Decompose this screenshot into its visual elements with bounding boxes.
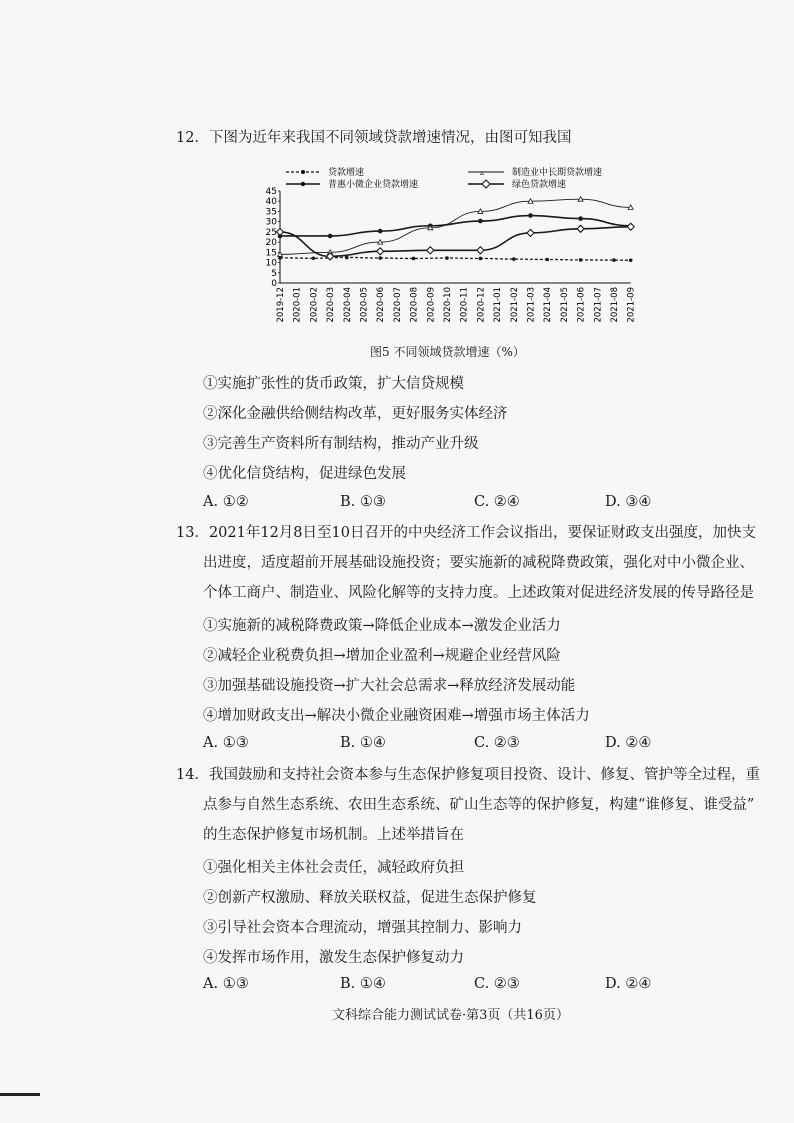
data-point [528, 213, 533, 218]
q12-stem: 12．下图为近年来我国不同领域贷款增速情况，由图可知我国 [176, 130, 572, 146]
q14-choice-b[interactable]: B. ①④ [340, 976, 386, 992]
x-tick-label: 2021-06 [576, 287, 587, 323]
data-point [512, 257, 516, 261]
legend-sme: 普惠小微企业贷款增速 [328, 180, 419, 190]
y-tick-label: 5 [271, 268, 277, 279]
y-tick-label: 35 [265, 207, 277, 218]
x-tick-label: 2021-05 [559, 287, 570, 323]
q14-line-2: 点参与自然生态系统、农田生态系统、矿山生态等的保护修复，构建“谁修复、谁受益” [203, 797, 755, 813]
x-tick-label: 2021-01 [493, 287, 504, 323]
q13-line-1: 13．2021年12月8日至10日召开的中央经济工作会议指出，要保证财政支出强度，加快支 [176, 525, 756, 541]
data-point [629, 259, 633, 263]
x-tick-label: 2021-09 [626, 287, 637, 323]
x-tick-label: 2020-10 [443, 287, 453, 323]
q12-item-4: ④优化信贷结构，促进绿色发展 [203, 466, 406, 482]
legend-loan: 贷款增速 [328, 168, 365, 178]
x-tick-label: 2020-06 [376, 287, 387, 323]
q13-choice-d[interactable]: D. ②④ [605, 735, 652, 751]
data-point [412, 257, 416, 261]
q13-item-4: ④增加财政支出→解决小微企业融资困难→增强市场主体活力 [203, 708, 590, 724]
q13-choice-b[interactable]: B. ①④ [340, 735, 386, 751]
x-tick-label: 2020-05 [359, 287, 370, 323]
series-line [280, 216, 631, 236]
q12-choice-c[interactable]: C. ②④ [474, 494, 520, 510]
q14-choice-c[interactable]: C. ②③ [474, 976, 520, 992]
q14-item-1: ①强化相关主体社会责任，减轻政府负担 [203, 860, 464, 876]
q12-item-1: ①实施扩张性的货币政策，扩大信贷规模 [203, 376, 464, 392]
q12-choice-a[interactable]: A. ①② [203, 494, 249, 510]
data-point [545, 258, 549, 262]
legend [286, 166, 602, 190]
data-point [378, 256, 382, 260]
x-tick-label: 2021-02 [509, 287, 520, 323]
x-tick-label: 2020-01 [292, 287, 303, 323]
series-line [280, 199, 631, 254]
q13-line-3: 个体工商户、制造业、风险化解等的支持力度。上述政策对促进经济发展的传导路径是 [203, 585, 754, 601]
x-tick-label: 2020-03 [326, 287, 337, 323]
q13-item-1: ①实施新的减税降费政策→降低企业成本→激发企业活力 [203, 618, 561, 634]
q14-line-3: 的生态保护修复市场机制。上述举措旨在 [203, 827, 464, 843]
data-point [477, 247, 484, 254]
x-tick-label: 2020-07 [392, 287, 403, 323]
data-point [478, 219, 483, 224]
y-tick-label: 15 [265, 248, 277, 259]
svg-text:▵: ▵ [479, 168, 485, 177]
data-point [577, 225, 584, 232]
x-tick-label: 2020-11 [459, 287, 470, 323]
y-tick-label: 10 [265, 258, 277, 269]
data-point [312, 256, 316, 260]
data-point [277, 228, 284, 235]
data-point [377, 248, 384, 255]
x-tick-label: 2021-08 [610, 287, 620, 323]
x-tick-label: 2021-03 [526, 287, 537, 323]
chart-caption: 图5 不同领域贷款增速（%） [370, 345, 525, 359]
q14-item-2: ②创新产权激励、释放关联权益，促进生态保护修复 [203, 890, 537, 906]
data-point [479, 257, 483, 261]
data-point [378, 229, 383, 234]
q14-choice-a[interactable]: A. ①③ [203, 976, 249, 992]
x-tick-label: 2020-09 [426, 287, 437, 323]
page-footer: 文科综合能力测试试卷·第3页（共16页） [332, 1008, 569, 1023]
q12-choice-d[interactable]: D. ③④ [605, 494, 652, 510]
q14-item-4: ④发挥市场作用，激发生态保护修复动力 [203, 950, 464, 966]
scan-mark [0, 1093, 40, 1096]
loan-growth-chart [260, 165, 660, 323]
y-tick-label: 25 [265, 227, 277, 238]
data-point [612, 258, 616, 262]
q13-item-2: ②减轻企业税费负担→增加企业盈利→规避企业经营风险 [203, 648, 561, 664]
q14-item-3: ③引导社会资本合理流动，增强其控制力、影响力 [203, 920, 522, 936]
x-tick-label: 2019-12 [276, 287, 286, 323]
q13-line-2: 出进度，适度超前开展基础设施投资；要实施新的减税降费政策，强化对中小微企业、 [203, 555, 754, 571]
y-tick-label: 40 [265, 197, 277, 208]
data-point [578, 216, 583, 221]
y-tick-label: 45 [265, 187, 277, 197]
x-tick-label: 2020-04 [342, 287, 353, 323]
q12-choice-b[interactable]: B. ①③ [340, 494, 386, 510]
x-tick-label: 2020-08 [409, 287, 420, 323]
x-tick-label: 2020-12 [476, 287, 487, 323]
x-tick-label: 2021-07 [593, 287, 604, 323]
q12-item-3: ③完善生产资料所有制结构，推动产业升级 [203, 436, 479, 452]
data-point [527, 229, 534, 236]
x-tick-label: 2020-02 [309, 287, 320, 323]
q13-choice-c[interactable]: C. ②③ [474, 735, 520, 751]
q14-choice-d[interactable]: D. ②④ [605, 976, 652, 992]
x-tick-label: 2021-04 [543, 287, 554, 323]
data-point [445, 256, 449, 260]
q13-choice-a[interactable]: A. ①③ [203, 735, 249, 751]
y-tick-label: 0 [271, 279, 277, 289]
data-point [579, 258, 583, 262]
data-point [427, 247, 434, 254]
q12-item-2: ②深化金融供给侧结构改革，更好服务实体经济 [203, 406, 508, 422]
y-tick-label: 30 [265, 217, 277, 228]
data-point [328, 234, 333, 239]
legend-manufacturing: 制造业中长期贷款增速 [512, 168, 603, 178]
data-point [627, 223, 634, 230]
q13-item-3: ③加强基础设施投资→扩大社会总需求→释放经济发展动能 [203, 678, 576, 694]
q14-line-1: 14．我国鼓励和支持社会资本参与生态保护修复项目投资、设计、修复、管护等全过程，重 [176, 767, 760, 783]
y-tick-label: 20 [265, 238, 277, 249]
legend-green: 绿色贷款增速 [512, 180, 567, 190]
